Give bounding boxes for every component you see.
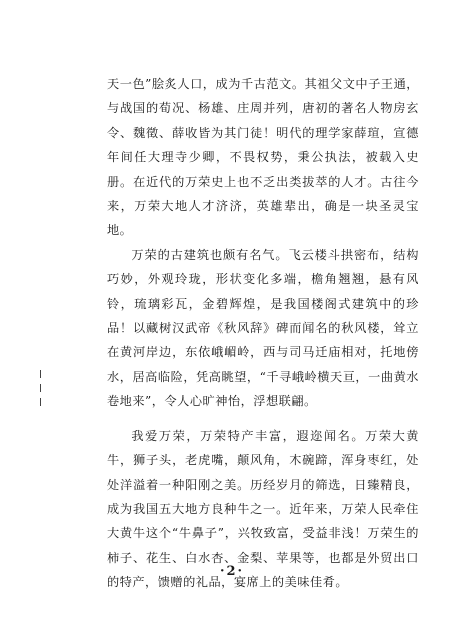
margin-marks [40,370,44,420]
paragraph-continuation: 天一色”脍炙人口，成为千古范文。其祖父文中子王通，与战国的荀况、杨雄、庄周并列，唐初的著名人物房玄令、魏徵、薛收皆为其门徒！明代的理学家薛瑄，宣德年间任大理寺少卿，不畏权势，秉公执法，被载入史册。在近代的万荣史上也不乏出类拔萃的人才。古往今来，万荣大地人才济济，英雄辈出，确是一块圣灵宝地。 [107,77,419,238]
paragraph-architecture: 万荣的古建筑也颇有名气。飞云楼斗拱密布，结构巧妙，外观玲珑，形状变化多端，檐角翘翘，悬有风铃，琉璃彩瓦，金碧辉煌，是我国楼阁式建筑中的珍品！以藏树汉武帝《秋风辞》碑而闻名的秋风楼，耸立在黄河岸边，东依峨嵋岭，西与司马迁庙相对，托地傍水，居高临险，凭高眺望，“千寻峨岭横天亘，一曲黄水卷地来”，令人心旷神怡，浮想联翩。 [107,247,419,409]
paragraph-specialties: 我爱万荣，万荣特产丰富，遐迩闻名。万荣大黄牛，狮子头，老虎嘴，颠风角，木碗蹄，浑身枣红，处处洋溢着一种阳刚之美。历经岁月的筛选，日臻精良，成为我国五大地方良种牛之一。近年来，万荣人民牵住大黄牛这个“牛鼻子”，兴牧致富，受益非浅！万荣生的柿子、花生、白水杏、金梨、苹果等，也都是外贸出口的特产，馈赠的礼品，宴席上的美味佳肴。 [107,428,419,590]
body-text [107,72,419,595]
page-number: ·2· [219,564,245,579]
